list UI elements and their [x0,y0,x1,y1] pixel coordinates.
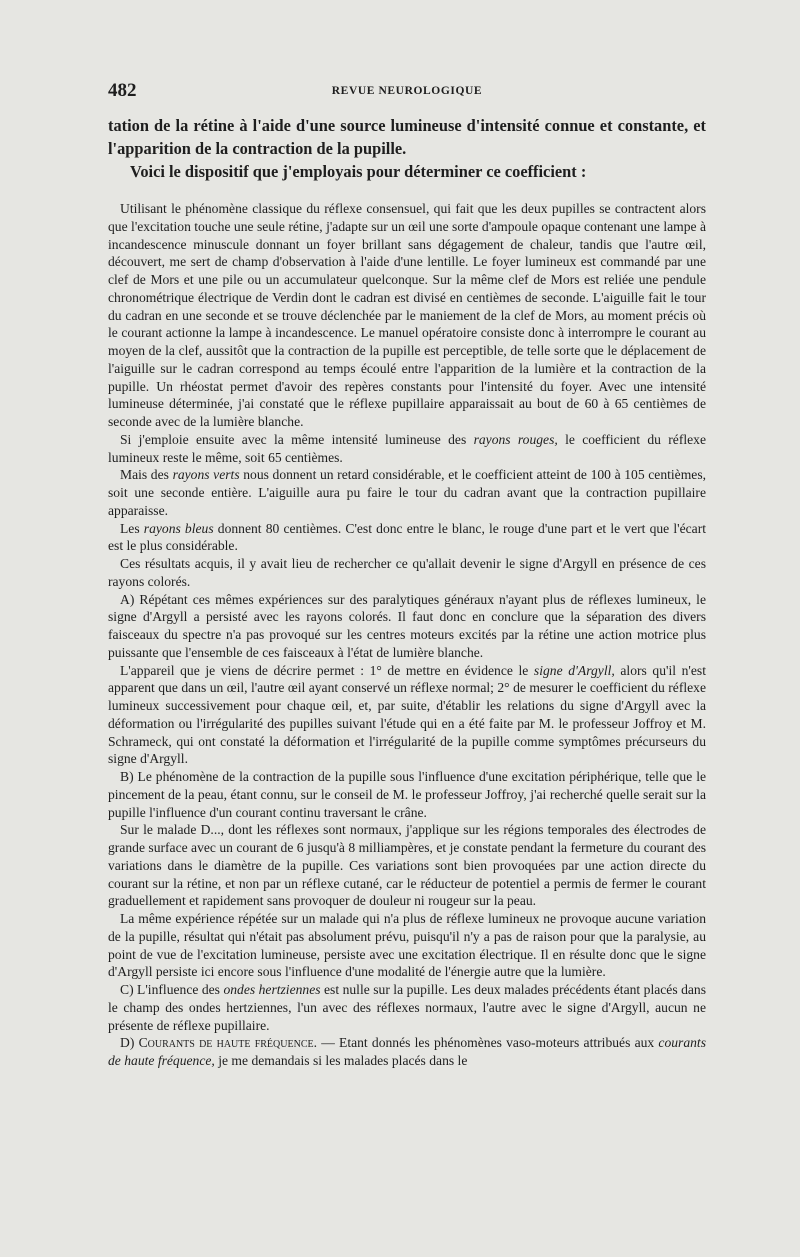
text-run: D) [120,1035,139,1051]
page-header [108,80,706,108]
page-number: 482 [108,80,137,101]
text-run: Si j'emploie ensuite avec la même intensité lumineuse des [120,431,474,447]
paragraph-resultats: Ces résultats acquis, il y avait lieu de rechercher ce qu'allait devenir le signe d'Argyll en présence de ces rayons colorés. [108,556,706,589]
text-run: — Etant donnés les phénomènes vaso-moteurs attribués aux [317,1035,659,1051]
lead-paragraph-2: Voici le dispositif que j'employais pour déterminer ce coefficient : [130,162,587,181]
paragraph-meme-experience: La même expérience répétée sur un malade qui n'a plus de réflexe lumineux ne provoque aucune variation de la pupille, résultat qui n'était pas absolument prévu, puisqu'il n'y a pas de raison pour que la paralysie, au point de vue de l'excitation lumineuse, persiste avec une excitation électrique. Il en résulte donc que le signe d'Argyll persiste ici encore sous l'influence d'une modalité de l'énergie autre que la lumière. [108,911,706,980]
text-run: C) L'influence des [120,982,224,997]
paragraph-section-d [108,1034,706,1070]
paragraph-section-b: B) Le phénomène de la contraction de la pupille sous l'influence d'une excitation périphérique, telle que le pincement de la peau, étant connu, sur le conseil de M. le professeur Joffroy, j'ai recherché quelle serait sur la pupille l'influence d'un courant continu traversant le crâne. [108,769,706,820]
italic-term: rayons bleus [143,520,214,536]
italic-term: rayons verts [172,467,240,483]
text-run: donnent 80 centièmes. C'est donc entre le blanc, le rouge d'une part et le vert que l'écart est le plus considérable. [108,520,706,554]
paragraph-rayons-verts [108,466,706,519]
lead-paragraph-1: tation de la rétine à l'aide d'une source lumineuse d'intensité connue et constante, et l'apparition de la contraction de la pupille. [108,116,706,158]
paragraph-malade-d: Sur le malade D..., dont les réflexes sont normaux, j'applique sur les régions temporales des électrodes de grande surface avec un courant de 6 jusqu'à 8 milliampères, et je constate pendant la fermeture du courant des variations dans le diamètre de la pupille. Ces variations sont bien provoquées par une action directe du courant sur la rétine, et non par un réflexe cutané, car le réducteur de potentiel a permis de fermer le courant graduellement et rapidement sans provoquer de douleur ni rougeur sur la peau. [108,822,706,909]
text-run: nous donnent un retard considérable, et le coefficient atteint de 100 à 105 centièmes, soit une seconde entière. L'aiguille aura pu faire le tour du cadran avant que la contraction pupillaire apparaisse. [108,467,707,518]
italic-term: signe d'Argyll, [533,662,615,678]
text-run: est nulle sur la pupille. Les deux malades précédents étant placés dans le champ des ondes hertziennes, l'un avec des réflexes normaux, l'autre avec le signe d'Argyll, aucun ne présente de réflexe pupillaire. [108,982,707,1033]
paragraph-rayons-rouges [108,431,706,467]
paragraph-appareil [108,662,706,769]
body-text [108,200,706,1070]
italic-term: courants de haute fréquence, [108,1035,706,1068]
lead-paragraphs [108,114,706,183]
paragraph-rayons-bleus [108,520,706,556]
italic-term: rayons rouges, [473,431,558,447]
paragraph-section-c [108,981,706,1034]
text-run: L'appareil que je viens de décrire permet : 1° de mettre en évidence le [120,662,534,678]
text-run: Les [120,520,144,536]
italic-term: ondes hertziennes [223,982,321,997]
running-title: REVUE NEUROLOGIQUE [331,85,483,97]
paragraph-section-a: A) Répétant ces mêmes expériences sur des paralytiques généraux n'ayant plus de réflexes lumineux, le signe d'Argyll a persisté avec les rayons colorés. Il faut donc en conclure que la séparation des divers faisceaux du spectre n'a pas provoqué sur les centres moteurs excités par la rétine une action motrice plus puissante que l'ensemble de ces faisceaux à l'état de lumière blanche. [108,591,706,660]
paragraph-dispositif: Utilisant le phénomène classique du réflexe consensuel, qui fait que les deux pupilles se contractent alors que l'excitation touche une seule rétine, j'adapte sur un œil une sorte d'ampoule opaque contenant une lampe à incandescence minuscule donnant un foyer brillant sans dégagement de chaleur, tandis que l'autre œil, découvert, me sert de champ d'observation à l'aide d'une lentille. Le foyer lumineux est commandé par une clef de Mors et une pile ou un accumulateur quelconque. Sur la même clef de Mors est reliée une pendule chronométrique électrique de Verdin dont le cadran est divisé en centièmes de seconde. L'aiguille fait le tour du cadran en une seconde et se trouve déclenchée par le maniement de la clef de Mors, au moment précis où le courant actionne la lampe à incandescence. Le manuel opératoire consiste donc à interrompre le courant au moyen de la clef, aussitôt que la contraction de la pupille est perceptible, de telle sorte que le déplacement de l'aiguille sur le cadran correspond au temps écoulé entre l'apparition de la lumière et la contraction de la pupille. Un rhéostat permet d'avoir des repères constants pour l'intensité du foyer. Avec une intensité lumineuse déterminée, j'ai constaté que le réflexe pupillaire apparaissait au bout de 60 à 65 centièmes de seconde avec de la lumière blanche. [108,201,706,429]
text-run: le coefficient du réflexe lumineux reste le même, soit 65 centièmes. [108,431,707,465]
text-run: alors qu'il n'est apparent que dans un œil, l'autre œil ayant conservé un réflexe normal; 2° de mesurer le coefficient du réflexe lumineux successivement pour chaque œil, et, par suite, d'établir les relations du signe d'Argyll avec la déformation ou l'irrégularité des pupilles suivant l'étude qui en a été faite par M. le professeur Joffroy et M. Schrameck, qui ont constaté la déformation et l'irrégularité de la pupille comme symptômes précurseurs du signe d'Argyll. [108,662,706,767]
small-caps-heading: Courants de haute fréquence. [138,1035,317,1051]
text-run: je me demandais si les malades placés dans le [214,1053,468,1068]
text-run: Mais des [120,467,173,483]
